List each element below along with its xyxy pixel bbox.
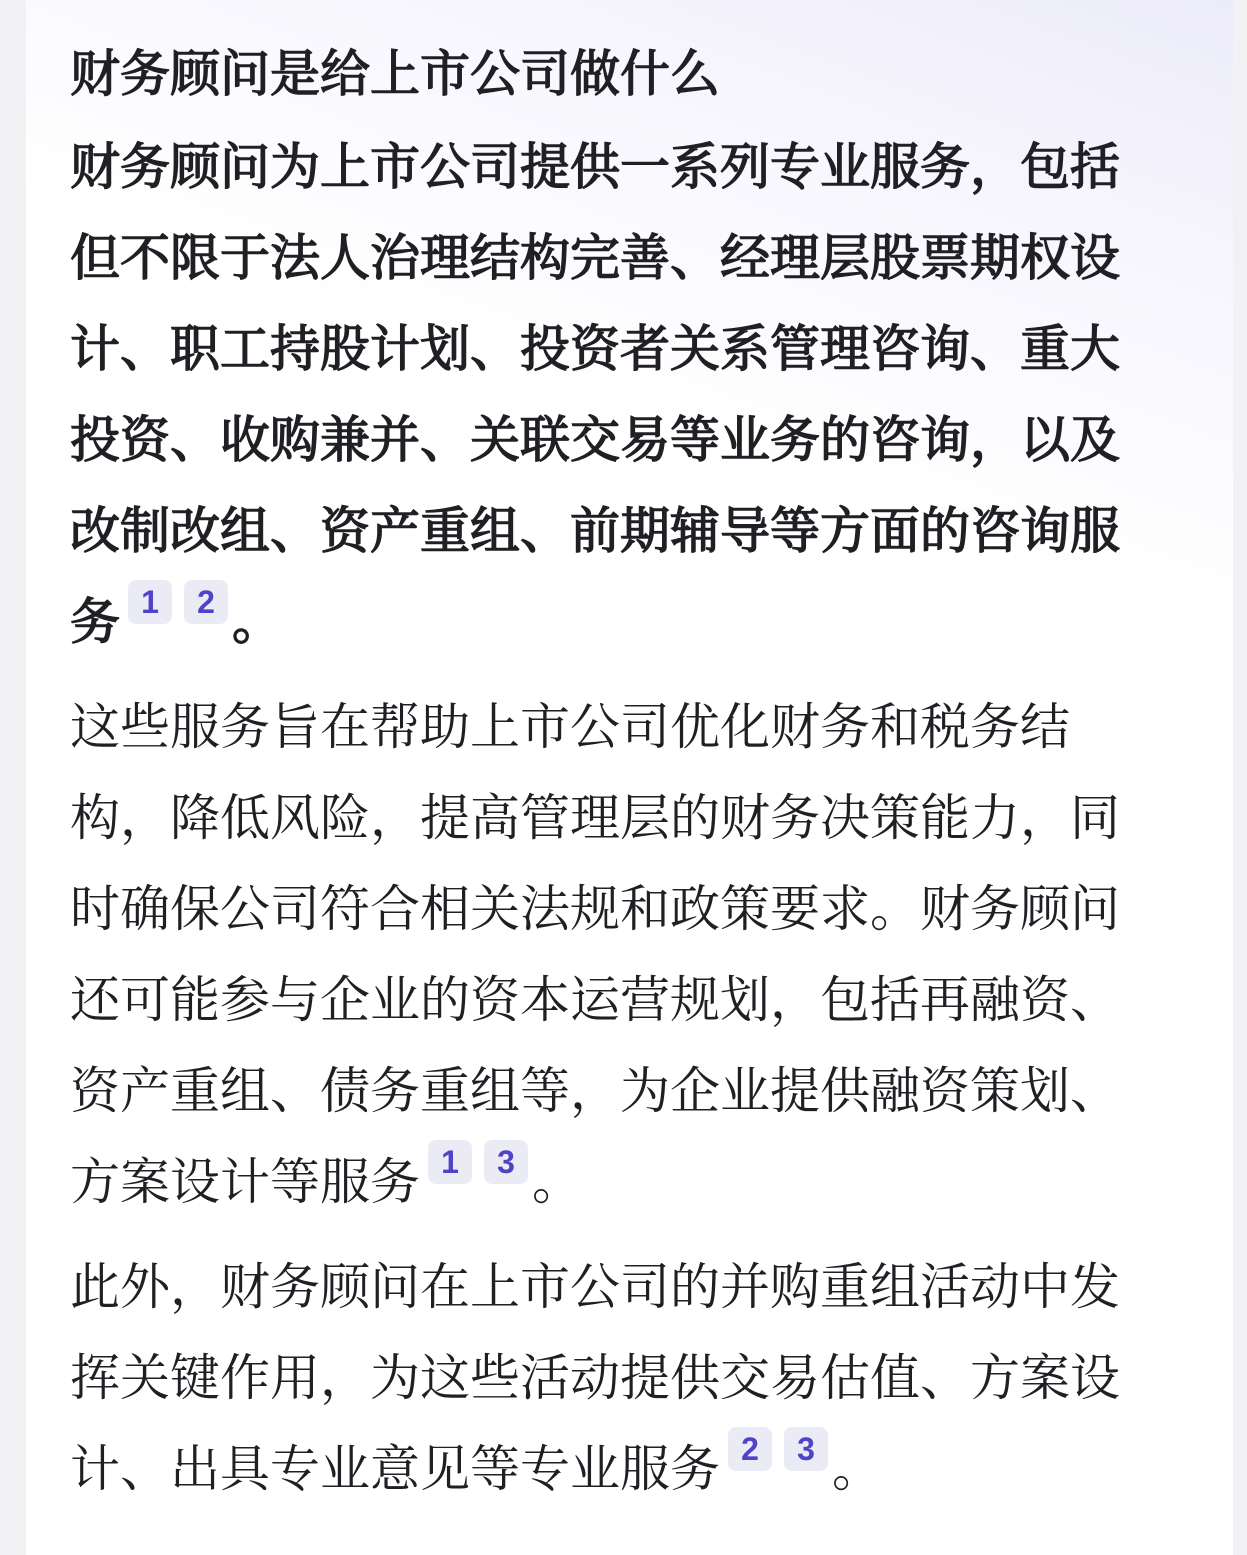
paragraph-end: 。 xyxy=(232,593,282,651)
citation-badge[interactable]: 3 xyxy=(784,1427,828,1471)
citation-badge[interactable]: 2 xyxy=(728,1427,772,1471)
paragraph-end: 。 xyxy=(832,1440,882,1498)
answer-card xyxy=(26,0,1233,1555)
page-title: 财务顾问是给上市公司做什么 xyxy=(70,45,720,103)
paragraph-text: 这些服务旨在帮助上市公司优化财务和税务结构，降低风险，提高管理层的财务决策能力，同时确保公司符合相关法规和政策要求。财务顾问还可能参与企业的资本运营规划，包括再融资、资产重组、债务重组等，为企业提供融资策划、方案设计等服务 xyxy=(70,698,1120,1211)
citation-badge[interactable]: 2 xyxy=(184,580,228,624)
citation-badge[interactable]: 3 xyxy=(484,1140,528,1184)
paragraph-end: 。 xyxy=(532,1153,582,1211)
answer-paragraph-2 xyxy=(70,682,1163,1228)
citation-badge[interactable]: 1 xyxy=(428,1140,472,1184)
answer-paragraph-1 xyxy=(70,122,1163,668)
answer-paragraph-3 xyxy=(70,1242,1163,1515)
paragraph-text: 此外，财务顾问在上市公司的并购重组活动中发挥关键作用，为这些活动提供交易估值、方案设计、出具专业意见等专业服务 xyxy=(70,1258,1120,1498)
paragraph-text: 财务顾问为上市公司提供一系列专业服务，包括但不限于法人治理结构完善、经理层股票期权设计、职工持股计划、投资者关系管理咨询、重大投资、收购兼并、关联交易等业务的咨询，以及改制改组、资产重组、前期辅导等方面的咨询服务 xyxy=(70,138,1120,651)
citation-badge[interactable]: 1 xyxy=(128,580,172,624)
